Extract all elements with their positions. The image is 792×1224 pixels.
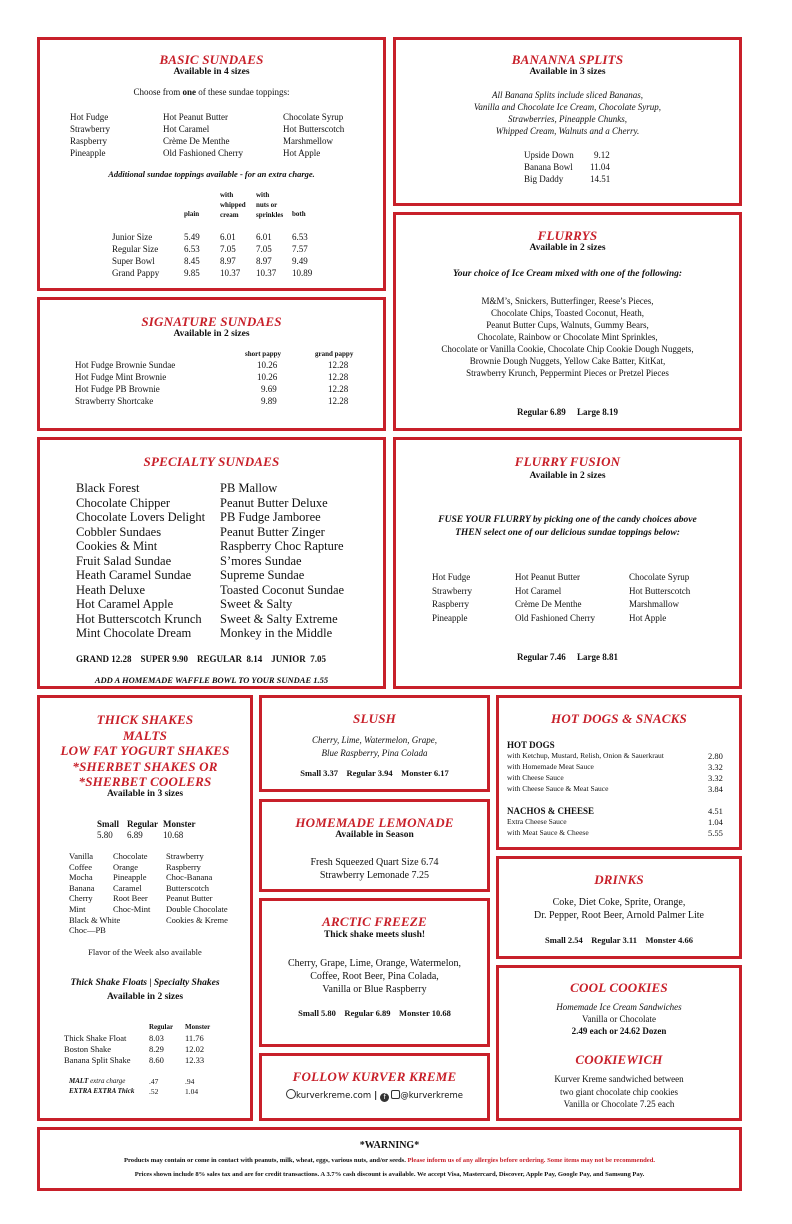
flurrys-sizes: Available in 2 sizes [529, 243, 606, 253]
signature-row-name: Hot Fudge Brownie Sundae [75, 360, 176, 370]
shakes-flavors-col3: Strawberry Raspberry Choc-Banana Butterscotch Peanut Butter Double Chocolate Cookies & Kreme [166, 851, 228, 925]
lemonade-title: HOMEMADE LEMONADE [295, 815, 454, 830]
flurrys-prices: Regular 6.89 Large 8.19 [516, 407, 619, 417]
basic-sizes: Available in 4 sizes [173, 67, 250, 77]
fusion-col3: Chocolate Syrup Hot Butterscotch Marshmallow Hot Apple [629, 572, 691, 623]
specialty-waffle: ADD A HOMEMADE WAFFLE BOWL TO YOUR SUNDAE 1.55 [94, 675, 329, 685]
splits-title: BANANNA SPLITS [511, 52, 624, 67]
extra-thick-reg: .52 [149, 1087, 159, 1096]
signature-row-price: 12.28 [328, 384, 349, 394]
signature-row-name: Hot Fudge PB Brownie [75, 384, 160, 394]
facebook-icon: f [380, 1093, 389, 1102]
signature-h-short: short pappy [245, 350, 281, 358]
basic-row-price: 6.01 [256, 232, 272, 242]
floats-row-price: 8.60 [149, 1055, 164, 1065]
fusion-sizes: Available in 2 sizes [529, 471, 606, 481]
floats-row-price: 8.03 [149, 1033, 164, 1043]
floats-title: Thick Shake Floats | Specialty Shakes [70, 978, 220, 988]
follow-title: FOLLOW KURVER KREME [292, 1069, 457, 1084]
malt-extra-mon: .94 [185, 1077, 195, 1086]
banana-splits-panel [393, 37, 742, 206]
splits-row-name: Banana Bowl [524, 162, 573, 172]
specialty-title: SPECIALTY SUNDAES [143, 454, 280, 469]
warning-panel [37, 1127, 742, 1191]
thick-shakes-panel [37, 695, 253, 1121]
website-link[interactable]: kurverkreme.com [296, 1091, 372, 1101]
warning-title: *WARNING* [359, 1140, 420, 1151]
signature-row-price: 10.26 [257, 372, 278, 382]
follow-panel [259, 1053, 490, 1121]
specialty-prices: GRAND 12.28 SUPER 9.90 REGULAR 8.14 JUNIOR 7.05 [76, 654, 327, 664]
floats-row-price: 12.33 [185, 1055, 205, 1065]
basic-row-price: 6.01 [220, 232, 236, 242]
arctic-prices: Small 5.80 Regular 6.89 Monster 10.68 [298, 1008, 451, 1018]
malt-extra-reg: .47 [149, 1077, 159, 1086]
hotdog-row-name: with Homemade Meat Sauce [507, 762, 594, 771]
signature-row-price: 10.26 [257, 360, 278, 370]
social-handle-link[interactable]: @kurverkreme [400, 1091, 463, 1101]
cookies-sub: Homemade Ice Cream Sandwiches [556, 1002, 682, 1012]
signature-row-name: Hot Fudge Mint Brownie [75, 372, 167, 382]
flurrys-intro: Your choice of Ice Cream mixed with one of the following: [452, 269, 683, 279]
drinks-list: Coke, Diet Coke, Sprite, Orange, Dr. Pepper, Root Beer, Arnold Palmer Lite [534, 897, 704, 921]
splits-sizes: Available in 3 sizes [529, 67, 606, 77]
extra-thick-label: EXTRA EXTRA Thick [69, 1087, 135, 1095]
warning-payment: Prices shown include 8% sales tax and are for credit transactions. A 3.7% cash discount is available. We accept Visa, Mastercard, Discover, Apple Pay, Google Pay, and Samsung Pay. [134, 1171, 645, 1178]
instagram-icon [391, 1090, 400, 1099]
slush-prices: Small 3.37 Regular 3.94 Monster 6.17 [300, 768, 449, 778]
basic-row-price: 8.45 [184, 256, 200, 266]
basic-h-both: both [292, 210, 306, 218]
lemonade-sizes: Available in Season [335, 830, 414, 840]
basic-choose: Choose from one of these sundae toppings: [133, 87, 290, 97]
basic-h-whipped: with whipped cream [220, 191, 246, 219]
basic-row-name: Junior Size [112, 232, 153, 242]
splits-description: All Banana Splits include sliced Bananas, Vanilla and Chocolate Ice Cream, Chocolate Syrup, Strawberries, Pineapple Chunks, Whipped Cream, Walnuts and a Cherry. [473, 90, 662, 136]
basic-row-price: 9.49 [292, 256, 308, 266]
basic-row-price: 9.85 [184, 268, 200, 278]
nachos-row-price: 1.04 [708, 817, 723, 827]
cookies-title: COOL COOKIES [570, 980, 668, 995]
splits-row-name: Big Daddy [524, 174, 564, 184]
specialty-sundaes-panel [37, 437, 386, 689]
signature-row-price: 12.28 [328, 396, 349, 406]
basic-row-price: 7.57 [292, 244, 308, 254]
hotdogs-title: HOT DOGS & SNACKS [551, 711, 687, 726]
shakes-titles: THICK SHAKES MALTS LOW FAT YOGURT SHAKES *SHERBET SHAKES OR *SHERBET COOLERS [60, 712, 230, 789]
basic-row-price: 8.97 [220, 256, 236, 266]
globe-icon [286, 1089, 296, 1099]
signature-row-price: 12.28 [328, 372, 349, 382]
basic-row-name: Grand Pappy [112, 268, 160, 278]
floats-row-name: Banana Split Shake [64, 1055, 131, 1065]
shakes-h-small: Small [97, 819, 120, 829]
splits-row-name: Upside Down [524, 150, 574, 160]
nachos-row-name: with Meat Sauce & Cheese [507, 828, 589, 837]
signature-row-price: 9.89 [261, 396, 277, 406]
floats-row-price: 8.29 [149, 1044, 164, 1054]
lemonade-panel [259, 799, 490, 892]
shakes-h-monster: Monster [163, 819, 196, 829]
hotdog-row-price: 3.32 [708, 762, 723, 772]
drinks-title: DRINKS [594, 872, 644, 887]
shakes-p-regular: 6.89 [127, 830, 143, 840]
slush-desc: Cherry, Lime, Watermelon, Grape, Blue Raspberry, Pina Colada [312, 735, 437, 758]
basic-row-price: 10.37 [256, 268, 277, 278]
splits-row-price: 11.04 [590, 162, 610, 172]
floats-row-price: 11.76 [185, 1033, 204, 1043]
nachos-heading: NACHOS & CHEESE [507, 806, 595, 816]
signature-h-grand: grand pappy [315, 350, 354, 358]
basic-sundaes-panel [37, 37, 386, 291]
malt-extra-label: MALT extra charge [69, 1077, 126, 1085]
basic-toppings-col3: Chocolate Syrup Hot Butterscotch Marshmellow Hot Apple [283, 112, 345, 158]
hotdogs-heading: HOT DOGS [507, 740, 555, 750]
basic-h-plain: plain [184, 210, 200, 218]
nachos-price: 4.51 [708, 806, 723, 816]
hotdog-row-name: with Cheese Sauce [507, 773, 564, 782]
fusion-instructions: FUSE YOUR FLURRY by picking one of the candy choices above THEN select one of our delicious sundae toppings below: [438, 515, 697, 538]
shakes-h-regular: Regular [127, 819, 158, 829]
basic-toppings-col2: Hot Peanut Butter Hot Caramel Crème De Menthe Old Fashioned Cherry [163, 112, 243, 158]
signature-row-price: 9.69 [261, 384, 277, 394]
shakes-flavors-col1: Vanilla Coffee Mocha Banana Cherry Mint Black & White Choc—PB [69, 851, 121, 936]
splits-row-price: 14.51 [590, 174, 611, 184]
specialty-col1: Black Forest Chocolate Chipper Chocolate Lovers Delight Cobbler Sundaes Cookies & Mint Fruit Salad Sundae Heath Caramel Sundae Heath Deluxe Hot Caramel Apple Hot Butterscotch Krunch Mint Chocolate Dream [76, 481, 206, 640]
flurrys-items: M&M’s, Snickers, Butterfinger, Reese’s Pieces, Chocolate Chips, Toasted Coconut, Heath, Peanut Butter Cups, Walnuts, Gummy Bears, Chocolate, Rainbow or Chocolate Mint Sprinkles, Chocolate or Vanilla Cookie, Chocolate Chip Cookie Dough Nuggets, Brownie Dough Nuggets, Yellow Cake Batter, KitKat, Strawberry Krunch, Peppermint Pieces or Pretzel Pieces [441, 296, 694, 378]
signature-sizes: Available in 2 sizes [173, 329, 250, 339]
hotdog-row-price: 3.32 [708, 773, 723, 783]
basic-row-price: 5.49 [184, 232, 200, 242]
fusion-prices: Regular 7.46 Large 8.81 [516, 652, 619, 662]
signature-title: SIGNATURE SUNDAES [141, 314, 282, 329]
floats-row-price: 12.02 [185, 1044, 205, 1054]
floats-sizes: Available in 2 sizes [106, 992, 184, 1002]
hotdog-row-name: with Cheese Sauce & Meat Sauce [507, 784, 609, 793]
basic-toppings-col1: Hot Fudge Strawberry Raspberry Pineapple [70, 112, 110, 158]
shakes-p-small: 5.80 [97, 830, 113, 840]
hotdog-row-name: with Ketchup, Mustard, Relish, Onion & Sauerkraut [507, 751, 664, 760]
fusion-title: FLURRY FUSION [514, 454, 621, 469]
flurrys-title: FLURRYS [537, 228, 598, 243]
arctic-desc: Cherry, Grape, Lime, Orange, Watermelon, Coffee, Root Beer, Pina Colada, Vanilla or Blue Raspberry [287, 958, 462, 995]
hotdog-row-price: 3.84 [708, 784, 723, 794]
drinks-prices: Small 2.54 Regular 3.11 Monster 4.66 [545, 935, 693, 945]
drinks-panel [496, 856, 742, 959]
arctic-freeze-panel [259, 898, 490, 1047]
signature-sundaes-panel [37, 297, 386, 431]
basic-row-price: 7.05 [256, 244, 272, 254]
arctic-sub: Thick shake meets slush! [323, 930, 426, 940]
basic-title: BASIC SUNDAES [159, 52, 264, 67]
nachos-row-price: 5.55 [708, 828, 723, 838]
basic-row-price: 8.97 [256, 256, 272, 266]
hotdog-row-price: 2.80 [708, 751, 723, 761]
basic-row-name: Regular Size [112, 244, 159, 254]
signature-row-name: Strawberry Shortcake [75, 396, 154, 406]
basic-row-price: 10.37 [220, 268, 241, 278]
shakes-p-monster: 10.68 [163, 830, 184, 840]
cookiewich-title: COOKIEWICH [575, 1052, 663, 1067]
cookies-line2: 2.49 each or 24.62 Dozen [571, 1026, 667, 1036]
floats-h-monster: Monster [185, 1023, 211, 1031]
cookies-line1: Vanilla or Chocolate [582, 1014, 656, 1024]
basic-row-price: 7.05 [220, 244, 236, 254]
basic-row-price: 6.53 [184, 244, 200, 254]
shakes-flavor-week: Flavor of the Week also available [88, 947, 202, 957]
signature-row-price: 12.28 [328, 360, 349, 370]
lemonade-prices: Fresh Squeezed Quart Size 6.74 Strawberry Lemonade 7.25 [310, 857, 439, 881]
cookiewich-desc: Kurver Kreme sandwiched between two giant chocolate chip cookies Vanilla or Chocolate 7.25 each [554, 1074, 684, 1109]
cookies-panel [496, 965, 742, 1121]
fusion-col2: Hot Peanut Butter Hot Caramel Crème De Menthe Old Fashioned Cherry [515, 572, 595, 623]
floats-row-name: Thick Shake Float [64, 1033, 127, 1043]
specialty-col2: PB Mallow Peanut Butter Deluxe PB Fudge Jamboree Peanut Butter Zinger Raspberry Choc Rapture S’mores Sundae Supreme Sundae Toasted Coconut Sundae Sweet & Salty Sweet & Salty Extreme Monkey in the Middle [220, 481, 345, 640]
shakes-sizes: Available in 3 sizes [106, 789, 184, 799]
fusion-col1: Hot Fudge Strawberry Raspberry Pineapple [432, 572, 472, 623]
follow-links: kurverkreme.com | f @kurverkreme [262, 1089, 487, 1102]
basic-row-name: Super Bowl [112, 256, 155, 266]
flurry-fusion-panel [393, 437, 742, 689]
flurrys-panel [393, 212, 742, 431]
floats-h-regular: Regular [149, 1023, 174, 1031]
basic-row-price: 10.89 [292, 268, 313, 278]
splits-row-price: 9.12 [594, 150, 610, 160]
arctic-title: ARCTIC FREEZE [322, 914, 427, 929]
slush-panel [259, 695, 490, 792]
slush-title: SLUSH [353, 711, 396, 726]
nachos-row-name: Extra Cheese Sauce [507, 817, 567, 826]
basic-row-price: 6.53 [292, 232, 308, 242]
basic-h-nuts: with nuts or sprinkles [256, 191, 284, 219]
floats-row-name: Boston Shake [64, 1044, 111, 1054]
basic-additional: Additional sundae toppings available - for an extra charge. [108, 169, 315, 179]
hotdogs-panel [496, 695, 742, 850]
warning-allergens: Products may contain or come in contact with peanuts, milk, wheat, eggs, various nuts, and/or seeds. Please inform us of any allergies before ordering. Some items may not be recommended. [123, 1157, 656, 1164]
shakes-flavors-col2: Chocolate Orange Pineapple Caramel Root Beer Choc-Mint [113, 851, 151, 914]
extra-thick-mon: 1.04 [185, 1087, 199, 1096]
